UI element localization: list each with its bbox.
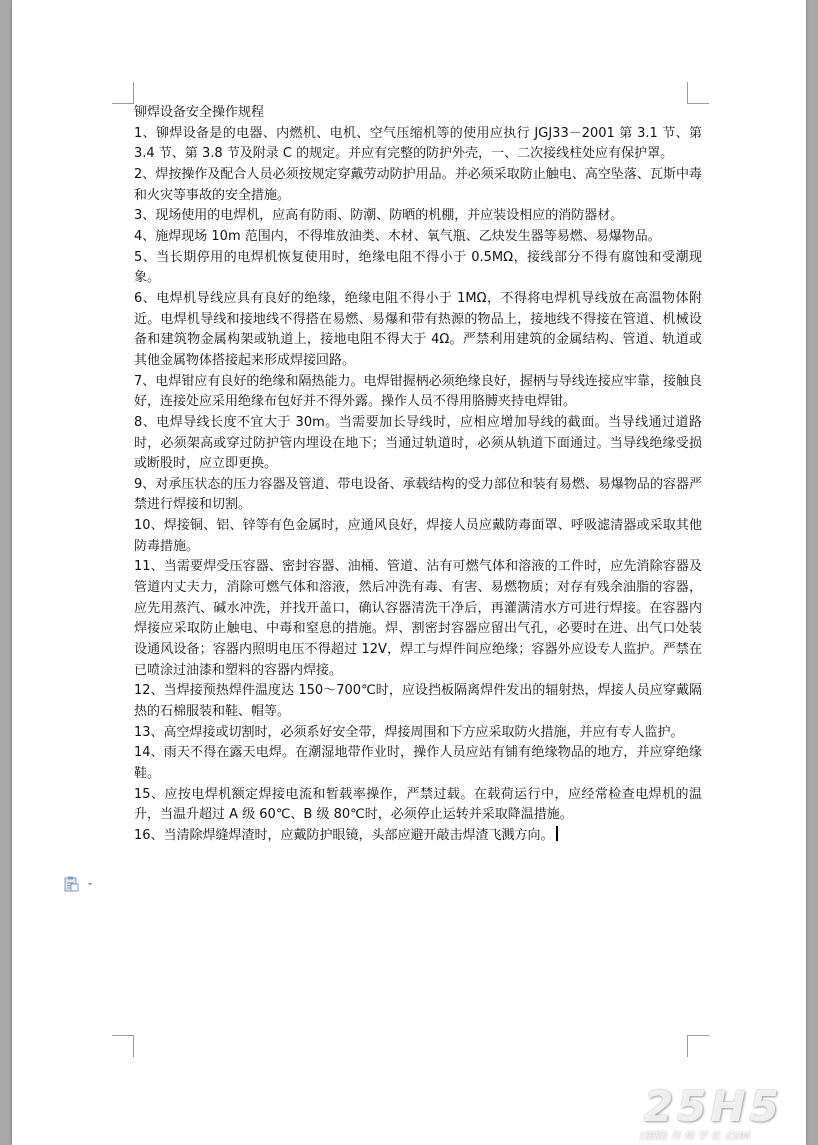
document-page bbox=[12, 0, 806, 1145]
chevron-down-icon bbox=[88, 883, 92, 886]
paste-options-icon bbox=[64, 876, 98, 892]
paragraph-16-text: 16、当清除焊缝焊渣时，应戴防护眼镜，头部应避开敲击焊渣飞溅方向。 bbox=[134, 827, 554, 843]
paragraph-11: 11、当需要焊受压容器、密封容器、油桶、管道、沾有可燃气体和溶液的工件时，应先消除容器及管道内丈夫力，消除可燃气体和溶液，然后冲洗有毒、有害、易燃物质；对存有残余油脂的容器，应先用蒸汽、碱水冲洗，并找开盖口，确认容器清洗干净后，再灌满清水方可进行焊接。在容器内焊接应采取防止触电、中毒和窒息的措施。焊、割密封容器应留出气孔，必要时在进、出气口处装设通风设备；容器内照明电压不得超过 12V，焊工与焊件间应绝缘；容器外应设专人监护。严禁在已喷涂过油漆和塑料的容器内焊接。 bbox=[134, 559, 702, 678]
paragraph-7: 7、电焊钳应有良好的绝缘和隔热能力。电焊钳握柄必须绝缘良好，握柄与导线连接应牢靠，接触良好，连接处应采用绝缘布包好并不得外露。操作人员不得用胳膊夹持电焊钳。 bbox=[134, 373, 702, 410]
paragraph-6: 6、电焊机导线应具有良好的绝缘，绝缘电阻不得小于 1MΩ，不得将电焊机导线放在高温物体附近。电焊机导线和接地线不得搭在易燃、易爆和带有热源的物品上，接地线不得接在管道、机械设备和建筑物金属构架或轨道上，接地电阻不得大于 4Ω。严禁利用建筑的金属结构、管道、轨道或其他金属物体搭接起来形成焊接回路。 bbox=[134, 290, 702, 368]
crop-mark-bottom-right-h bbox=[687, 1035, 709, 1036]
crop-mark-bottom-left-v bbox=[133, 1035, 134, 1057]
crop-mark-bottom-right-v bbox=[687, 1035, 688, 1057]
paragraph-9: 9、对承压状态的压力容器及管道、带电设备、承载结构的受力部位和装有易燃、易爆物品的容器严禁进行焊接和切割。 bbox=[134, 476, 702, 513]
watermark-logo: 25H5 bbox=[644, 1082, 783, 1131]
paragraph-1: 1、铆焊设备是的电器、内燃机、电机、空气压缩机等的使用应执行 JGJ33－2001 第 3.1 节、第 3.4 节、第 3.8 节及附录 C 的规定。并应有完整的防护外壳，一、二次接线柱处应有保护罩。 bbox=[134, 125, 702, 162]
paste-options-button[interactable] bbox=[64, 876, 98, 892]
paragraph-8: 8、电焊导线长度不宜大于 30m。当需要加长导线时，应相应增加导线的截面。当导线通过道路时，必须架高或穿过防护管内埋设在地下；当通过轨道时，必须从轨道下面通过。当导线绝缘受损或断股时，应立即更换。 bbox=[134, 414, 702, 472]
watermark-subtext: (图版) 环 保 学 社 .COM bbox=[640, 1131, 751, 1142]
crop-mark-top-left-h bbox=[112, 103, 134, 104]
paragraph-16 bbox=[134, 826, 702, 847]
crop-mark-bottom-left-h bbox=[112, 1035, 134, 1036]
paragraph-3: 3、现场使用的电焊机，应高有防雨、防潮、防晒的机棚，并应装设相应的消防器材。 bbox=[134, 208, 624, 224]
paragraph-10: 10、焊接铜、铝、锌等有色金属时，应通风良好，焊接人员应戴防毒面罩、呼吸滤清器或采取其他防毒措施。 bbox=[134, 518, 702, 554]
crop-mark-top-left-v bbox=[133, 82, 134, 104]
document-body[interactable] bbox=[134, 103, 702, 847]
paragraph-2: 2、焊按操作及配合人员必须按规定穿戴劳动防护用品。并必须采取防止触电、高空坠落、瓦斯中毒和火灾等事故的安全措施。 bbox=[134, 166, 702, 203]
site-watermark bbox=[640, 1082, 812, 1142]
crop-mark-top-right-v bbox=[687, 82, 688, 104]
paragraph-12: 12、当焊接预热焊件温度达 150～700℃时，应设挡板隔离焊件发出的辐射热，焊接人员应穿戴隔热的石棉服装和鞋、帽等。 bbox=[134, 683, 702, 720]
paragraph-5: 5、当长期停用的电焊机恢复使用时，绝缘电阻不得小于 0.5MΩ，接线部分不得有腐蚀和受潮现象。 bbox=[134, 249, 702, 286]
paragraph-13: 13、高空焊接或切割时，必须系好安全带，焊接周围和下方应采取防火措施，并应有专人监护。 bbox=[134, 724, 684, 740]
paragraph-14: 14、雨天不得在露天电焊。在潮湿地带作业时，操作人员应站有铺有绝缘物品的地方，并应穿绝缘鞋。 bbox=[134, 745, 702, 781]
paragraph-15: 15、应按电焊机额定焊接电流和暂载率操作，严禁过载。在载荷运行中，应经常检查电焊机的温升，当温升超过 A 级 60℃、B 级 80℃时，必须停止运转并采取降温措施。 bbox=[134, 786, 702, 823]
document-title: 铆焊设备安全操作规程 bbox=[134, 105, 265, 120]
text-cursor bbox=[556, 826, 558, 841]
paragraph-4: 4、施焊现场 10m 范围内，不得堆放油类、木材、氧气瓶、乙炔发生器等易燃、易爆物品。 bbox=[134, 228, 661, 244]
